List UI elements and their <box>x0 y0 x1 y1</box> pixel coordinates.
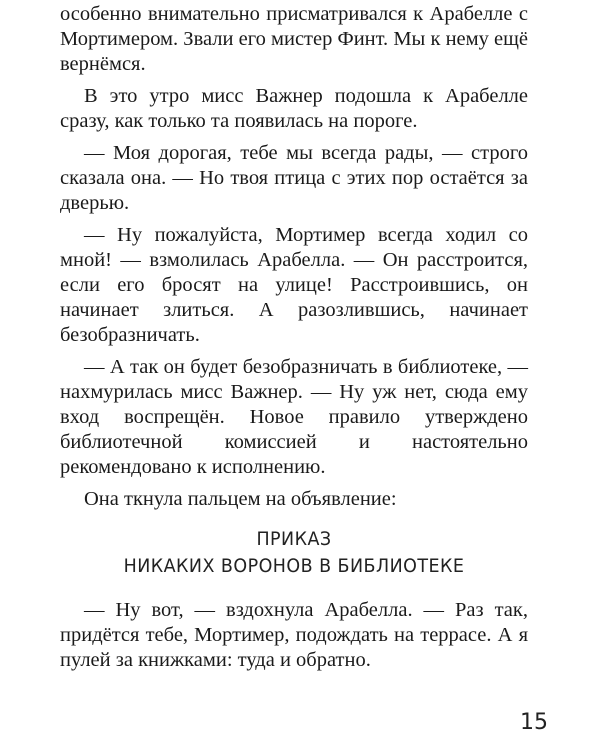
page-number: 15 <box>520 710 548 735</box>
paragraph-6: Она ткнула пальцем на объявление: <box>84 488 397 510</box>
notice-sign <box>79 526 510 580</box>
paragraph-3: — Моя дорогая, тебе мы всегда рады, — строго сказала она. — Но твоя птица с этих пор остаётся за дверью. <box>60 142 528 214</box>
paragraph-2: В это утро мисс Важнер подошла к Арабелле сразу, как только та появилась на пороге. <box>60 85 528 132</box>
paragraph-4: — Ну пожалуйста, Мортимер всегда ходил со мной! — взмолилась Арабелла. — Он расстроится, если его бросят на улице! Расстроившись, он начинает злиться. А разозлившись, начинает безобразничать. <box>60 224 528 346</box>
paragraph-1: особенно внимательно присматривался к Арабелле с Мортимером. Звали его мистер Финт. Мы к нему ещё вернёмся. <box>60 3 528 75</box>
page-body <box>60 2 528 680</box>
paragraph-closing: — Ну вот, — вздохнула Арабелла. — Раз так, придётся тебе, Мортимер, подождать на террасе. А я пулей за книжками: туда и обратно. <box>60 599 528 671</box>
notice-text: НИКАКИХ ВОРОНОВ В БИБЛИОТЕКЕ <box>123 555 465 577</box>
notice-title: ПРИКАЗ <box>256 528 332 550</box>
paragraph-5: — А так он будет безобразничать в библиотеке, — нахмурилась мисс Важнер. — Ну уж нет, сюда ему вход воспрещён. Новое правило утверждено библиотечной комиссией и настоятельно рекомендовано к исполнению. <box>60 356 528 478</box>
